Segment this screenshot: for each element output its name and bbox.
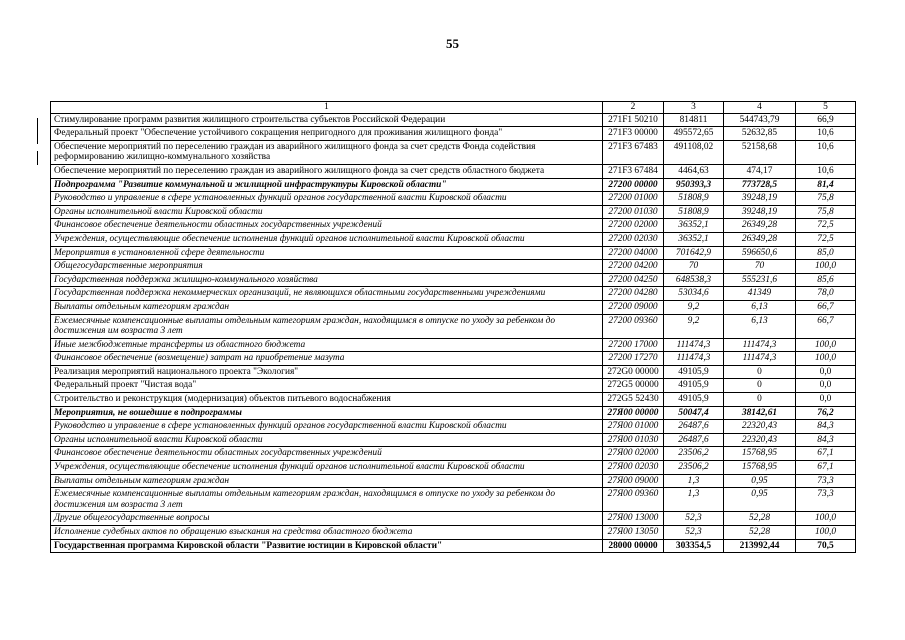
row-name-cell: Мероприятия, не вошедшие в подпрограммы [51, 406, 603, 420]
table-body [51, 113, 856, 553]
row-col5-cell: 0,0 [796, 379, 856, 393]
row-col4-cell: 544743,79 [724, 113, 796, 127]
row-col5-cell: 66,7 [796, 300, 856, 314]
table-row [51, 232, 856, 246]
row-name-cell: Органы исполнительной власти Кировской области [51, 433, 603, 447]
row-code-cell: 27200 02030 [603, 232, 664, 246]
row-name-cell: Стимулирование программ развития жилищного строительства субъектов Российской Федерации [51, 113, 603, 127]
row-col3-cell: 50047,4 [664, 406, 724, 420]
row-col4-cell: 52632,85 [724, 127, 796, 141]
row-col5-cell: 73,3 [796, 488, 856, 512]
row-col5-cell: 75,8 [796, 192, 856, 206]
row-name-cell: Обеспечение мероприятий по переселению граждан из аварийного жилищного фонда за счет средств Фонда содействия реформированию жилищно-коммунального хозяйства [51, 140, 603, 164]
row-col3-cell: 52,3 [664, 526, 724, 540]
row-code-cell: 27Я00 09360 [603, 488, 664, 512]
row-col3-cell: 23506,2 [664, 461, 724, 475]
row-col5-cell: 100,0 [796, 526, 856, 540]
row-code-cell: 27Я00 13000 [603, 512, 664, 526]
row-code-cell: 27Я00 13050 [603, 526, 664, 540]
row-col3-cell: 303354,5 [664, 539, 724, 553]
row-code-cell: 272G0 00000 [603, 365, 664, 379]
row-col4-cell: 52158,68 [724, 140, 796, 164]
row-col5-cell: 66,7 [796, 314, 856, 338]
row-col5-cell: 84,3 [796, 433, 856, 447]
column-header: 2 [603, 102, 664, 114]
row-col4-cell: 22320,43 [724, 433, 796, 447]
row-name-cell: Органы исполнительной власти Кировской области [51, 205, 603, 219]
row-col4-cell: 0,95 [724, 488, 796, 512]
row-code-cell: 27200 01000 [603, 192, 664, 206]
row-col3-cell: 950393,3 [664, 178, 724, 192]
row-name-cell: Финансовое обеспечение (возмещение) затрат на приобретение мазута [51, 352, 603, 366]
row-code-cell: 272G5 00000 [603, 379, 664, 393]
column-header: 5 [796, 102, 856, 114]
row-name-cell: Руководство и управление в сфере установленных функций органов государственной власти Кировской области [51, 192, 603, 206]
row-col3-cell: 9,2 [664, 314, 724, 338]
table-row [51, 246, 856, 260]
row-code-cell: 27200 17270 [603, 352, 664, 366]
row-name-cell: Общегосударственные мероприятия [51, 260, 603, 274]
row-col5-cell: 66,9 [796, 113, 856, 127]
column-header: 3 [664, 102, 724, 114]
table-row [51, 287, 856, 301]
row-col5-cell: 100,0 [796, 352, 856, 366]
row-col3-cell: 4464,63 [664, 164, 724, 178]
row-name-cell: Выплаты отдельным категориям граждан [51, 474, 603, 488]
row-code-cell: 27200 01030 [603, 205, 664, 219]
table-header-row [51, 102, 856, 114]
row-col3-cell: 49105,9 [664, 393, 724, 407]
table-row [51, 474, 856, 488]
row-name-cell: Выплаты отдельным категориям граждан [51, 300, 603, 314]
row-code-cell: 271F3 00000 [603, 127, 664, 141]
row-col3-cell: 1,3 [664, 488, 724, 512]
table-row [51, 273, 856, 287]
row-name-cell: Обеспечение мероприятий по переселению граждан из аварийного жилищного фонда за счет средств областного бюджета [51, 164, 603, 178]
row-col3-cell: 26487,6 [664, 420, 724, 434]
row-col5-cell: 10,6 [796, 140, 856, 164]
table-row [51, 393, 856, 407]
table-row [51, 140, 856, 164]
row-col3-cell: 111474,3 [664, 338, 724, 352]
row-name-cell: Руководство и управление в сфере установленных функций органов государственной власти Кировской области [51, 420, 603, 434]
row-col4-cell: 555231,6 [724, 273, 796, 287]
row-col4-cell: 22320,43 [724, 420, 796, 434]
row-col5-cell: 84,3 [796, 420, 856, 434]
table-row [51, 113, 856, 127]
row-code-cell: 27200 04000 [603, 246, 664, 260]
row-col3-cell: 49105,9 [664, 379, 724, 393]
table-row [51, 539, 856, 553]
row-name-cell: Реализация мероприятий национального проекта "Экология" [51, 365, 603, 379]
row-col4-cell: 111474,3 [724, 338, 796, 352]
row-col4-cell: 0 [724, 365, 796, 379]
budget-table [50, 101, 856, 553]
row-name-cell: Федеральный проект "Обеспечение устойчивого сокращения непригодного для проживания жилищного фонда" [51, 127, 603, 141]
row-name-cell: Мероприятия в установленной сфере деятельности [51, 246, 603, 260]
row-col3-cell: 49105,9 [664, 365, 724, 379]
row-col3-cell: 51808,9 [664, 192, 724, 206]
row-col4-cell: 6,13 [724, 300, 796, 314]
row-col3-cell: 70 [664, 260, 724, 274]
row-col3-cell: 491108,02 [664, 140, 724, 164]
row-name-cell: Учреждения, осуществляющие обеспечение исполнения функций органов исполнительной власти Кировской области [51, 232, 603, 246]
row-col3-cell: 1,3 [664, 474, 724, 488]
table-row [51, 178, 856, 192]
row-col5-cell: 10,6 [796, 127, 856, 141]
row-col3-cell: 36352,1 [664, 219, 724, 233]
column-header: 1 [51, 102, 603, 114]
row-name-cell: Финансовое обеспечение деятельности областных государственных учреждений [51, 447, 603, 461]
row-col4-cell: 38142,61 [724, 406, 796, 420]
row-col4-cell: 0,95 [724, 474, 796, 488]
row-col4-cell: 15768,95 [724, 447, 796, 461]
row-col4-cell: 39248,19 [724, 205, 796, 219]
table-row [51, 365, 856, 379]
row-col5-cell: 78,0 [796, 287, 856, 301]
row-code-cell: 271F1 50210 [603, 113, 664, 127]
table-row [51, 461, 856, 475]
row-name-cell: Другие общегосударственные вопросы [51, 512, 603, 526]
row-name-cell: Иные межбюджетные трансферты из областного бюджета [51, 338, 603, 352]
row-col5-cell: 72,5 [796, 232, 856, 246]
row-col5-cell: 0,0 [796, 365, 856, 379]
row-code-cell: 27200 00000 [603, 178, 664, 192]
table-row [51, 406, 856, 420]
row-name-cell: Государственная поддержка жилищно-коммунального хозяйства [51, 273, 603, 287]
row-col4-cell: 6,13 [724, 314, 796, 338]
table-row [51, 260, 856, 274]
row-col4-cell: 474,17 [724, 164, 796, 178]
row-col4-cell: 52,28 [724, 512, 796, 526]
row-col5-cell: 72,5 [796, 219, 856, 233]
row-col4-cell: 596650,6 [724, 246, 796, 260]
table-row [51, 127, 856, 141]
row-code-cell: 27Я00 02000 [603, 447, 664, 461]
row-code-cell: 27200 04200 [603, 260, 664, 274]
column-header: 4 [724, 102, 796, 114]
table-row [51, 300, 856, 314]
row-col3-cell: 52,3 [664, 512, 724, 526]
row-col5-cell: 76,2 [796, 406, 856, 420]
table-row [51, 205, 856, 219]
row-col3-cell: 495572,65 [664, 127, 724, 141]
row-code-cell: 27200 04250 [603, 273, 664, 287]
row-code-cell: 271F3 67484 [603, 164, 664, 178]
row-col4-cell: 213992,44 [724, 539, 796, 553]
row-col5-cell: 100,0 [796, 260, 856, 274]
row-col4-cell: 52,28 [724, 526, 796, 540]
row-col4-cell: 111474,3 [724, 352, 796, 366]
row-col4-cell: 0 [724, 379, 796, 393]
row-name-cell: Федеральный проект "Чистая вода" [51, 379, 603, 393]
table-row [51, 420, 856, 434]
table-row [51, 512, 856, 526]
row-code-cell: 27Я00 02030 [603, 461, 664, 475]
row-col3-cell: 53034,6 [664, 287, 724, 301]
row-name-cell: Учреждения, осуществляющие обеспечение исполнения функций органов исполнительной власти Кировской области [51, 461, 603, 475]
row-col5-cell: 67,1 [796, 461, 856, 475]
row-col4-cell: 0 [724, 393, 796, 407]
row-name-cell: Государственная поддержка некоммерческих организаций, не являющихся областными государственными учреждениями [51, 287, 603, 301]
margin-mark [37, 151, 38, 165]
margin-mark [37, 118, 38, 144]
page-number: 55 [446, 36, 459, 51]
table-row [51, 433, 856, 447]
row-name-cell: Ежемесячные компенсационные выплаты отдельным категориям граждан, находящимся в отпуске по уходу за ребенком до достижения им возраста 3 лет [51, 488, 603, 512]
row-code-cell: 27Я00 01030 [603, 433, 664, 447]
row-col3-cell: 23506,2 [664, 447, 724, 461]
row-code-cell: 272G5 52430 [603, 393, 664, 407]
table-row [51, 338, 856, 352]
row-col4-cell: 70 [724, 260, 796, 274]
row-col4-cell: 773728,5 [724, 178, 796, 192]
table-row [51, 488, 856, 512]
row-col3-cell: 111474,3 [664, 352, 724, 366]
row-col5-cell: 81,4 [796, 178, 856, 192]
row-col5-cell: 10,6 [796, 164, 856, 178]
row-col3-cell: 814811 [664, 113, 724, 127]
row-col5-cell: 85,6 [796, 273, 856, 287]
row-col5-cell: 85,0 [796, 246, 856, 260]
row-col4-cell: 15768,95 [724, 461, 796, 475]
row-name-cell: Строительство и реконструкция (модернизация) объектов питьевого водоснабжения [51, 393, 603, 407]
table-row [51, 447, 856, 461]
table-row [51, 314, 856, 338]
row-col3-cell: 648538,3 [664, 273, 724, 287]
row-code-cell: 27200 02000 [603, 219, 664, 233]
row-col3-cell: 701642,9 [664, 246, 724, 260]
row-code-cell: 28000 00000 [603, 539, 664, 553]
row-name-cell: Государственная программа Кировской области "Развитие юстиции в Кировской области" [51, 539, 603, 553]
row-col5-cell: 100,0 [796, 512, 856, 526]
row-code-cell: 27200 09000 [603, 300, 664, 314]
table-row [51, 526, 856, 540]
row-code-cell: 27Я00 01000 [603, 420, 664, 434]
row-name-cell: Ежемесячные компенсационные выплаты отдельным категориям граждан, находящимся в отпуске по уходу за ребенком до достижения им возраста 3 лет [51, 314, 603, 338]
row-col4-cell: 26349,28 [724, 219, 796, 233]
row-col5-cell: 67,1 [796, 447, 856, 461]
row-code-cell: 27200 04280 [603, 287, 664, 301]
table-row [51, 192, 856, 206]
row-name-cell: Финансовое обеспечение деятельности областных государственных учреждений [51, 219, 603, 233]
table-row [51, 164, 856, 178]
row-col5-cell: 0,0 [796, 393, 856, 407]
row-code-cell: 27Я00 00000 [603, 406, 664, 420]
row-code-cell: 27200 09360 [603, 314, 664, 338]
table-row [51, 379, 856, 393]
row-col5-cell: 100,0 [796, 338, 856, 352]
row-col4-cell: 39248,19 [724, 192, 796, 206]
row-code-cell: 27200 17000 [603, 338, 664, 352]
row-code-cell: 27Я00 09000 [603, 474, 664, 488]
row-col5-cell: 73,3 [796, 474, 856, 488]
row-col3-cell: 26487,6 [664, 433, 724, 447]
row-col5-cell: 75,8 [796, 205, 856, 219]
row-col3-cell: 9,2 [664, 300, 724, 314]
row-name-cell: Подпрограмма "Развитие коммунальной и жилищной инфраструктуры Кировской области" [51, 178, 603, 192]
row-code-cell: 271F3 67483 [603, 140, 664, 164]
row-col5-cell: 70,5 [796, 539, 856, 553]
row-col3-cell: 51808,9 [664, 205, 724, 219]
row-name-cell: Исполнение судебных актов по обращению взыскания на средства областного бюджета [51, 526, 603, 540]
row-col4-cell: 26349,28 [724, 232, 796, 246]
table-row [51, 352, 856, 366]
row-col3-cell: 36352,1 [664, 232, 724, 246]
table-row [51, 219, 856, 233]
row-col4-cell: 41349 [724, 287, 796, 301]
